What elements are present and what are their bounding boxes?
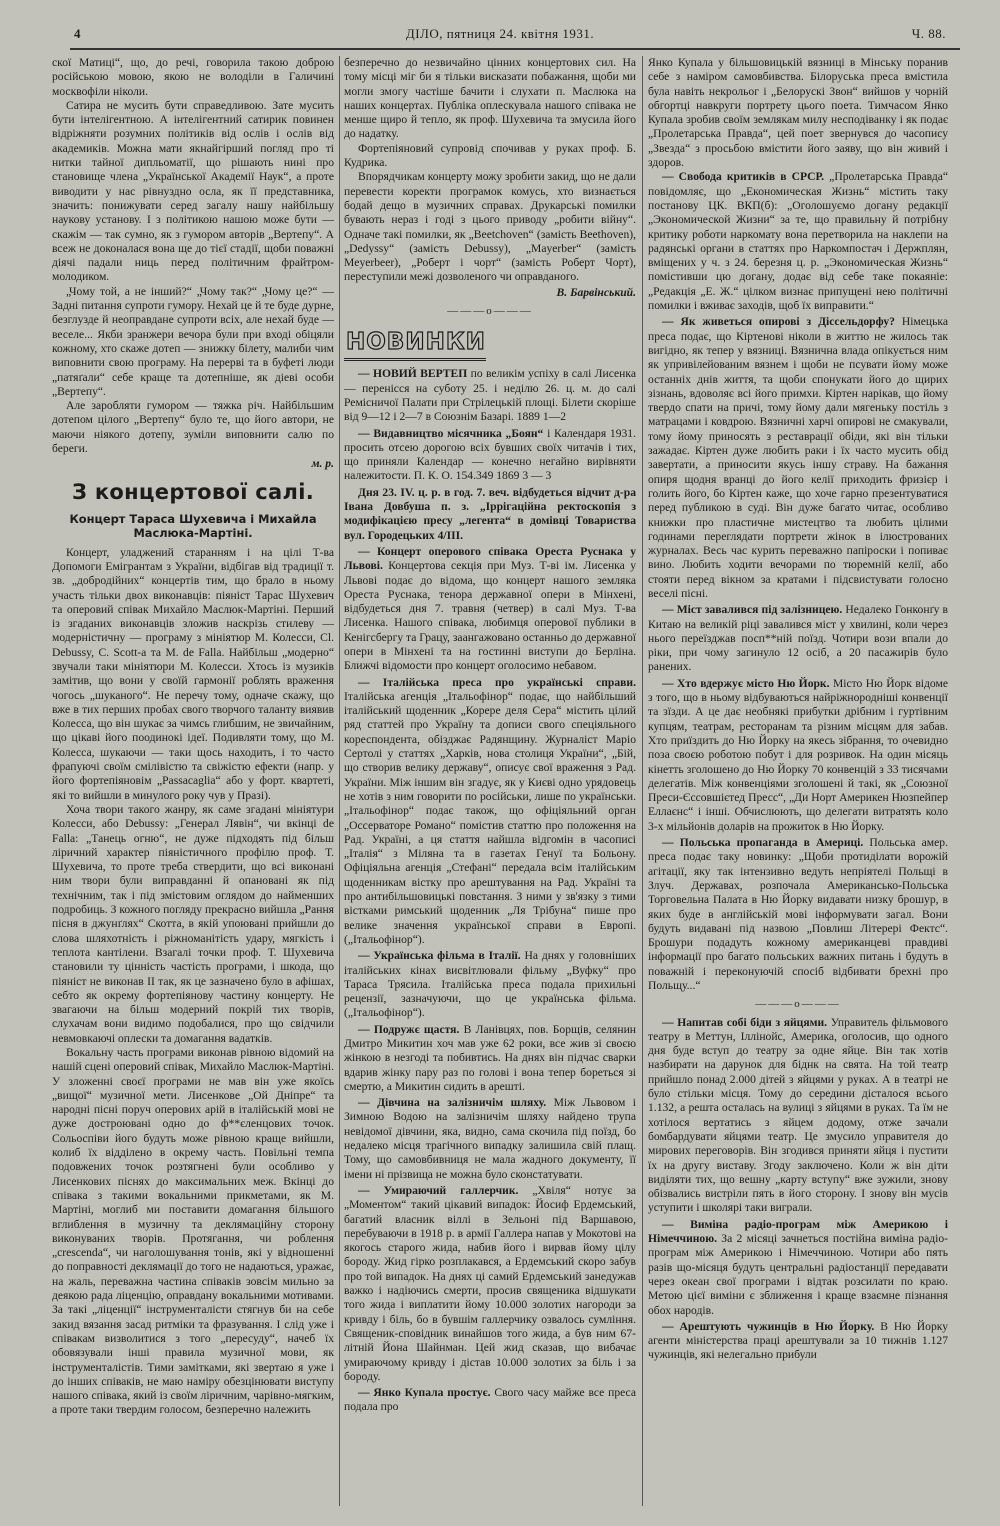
news-item-title: — Хто вдержує місто Ню Йорк. bbox=[662, 676, 830, 690]
article-subheadline: Концерт Тараса Шухевича і Михайла Маслюка-Мартіні. bbox=[69, 511, 317, 540]
news-item-text: Італійська агенція „Італьофінор“ подає, що найбільший італійський щоденник „Корере деля Сера“ містить цілий ряд статтей про Україну та дописи свого спеціяльного кореспондента, обізджає Радянщину. Журналіст Маріо Сертолі у статтях „Харків, нова столиця України“, „Бій, що створив велику державу“, описує свої враження з Рад. України. Між іншим він згадує, як у Києві одно урядовець не хотів з ним говорити по російськи, лише по українськи. „Італьофінор“ подає також, що офіціяльний орган „Оссерваторе Романо“ помістив статтю про положення на Рад. Україні, а ця стаття найшла відгомін в часописі „Італія“ з Міляна та в газетах Генуї та Больону. Офіціяльна агенція „Стефані“ передала всім італійським щоденникам вістку про арештування на Рад. Україні та про антибільшовицькі повстання. З ними у зв'язку з тими вістками римський щоденник „Ля Трібуна“ пише про велике значення української справи в Европі. („Італьофінор“). bbox=[344, 689, 636, 946]
news-item-text: „Хвіля“ нотує за „Моментом“ такий цікавий випадок: Йосиф Ердемський, багатий власник віллі в Зельоні під Варшавою, перебуваючи в 1918 р. в армії Галлера напав у Мокотові на якогось старого жида, набив його і вирвав йому цілу бороду. Жид гірко розплакався, а Ердемський скоро забув про той випадок. На днях ці самий Ердемський занедужав важко і надіючись смерти, просив священика відшукати того жида і виплатити йому 10.000 золотих нагороди за кривду і біль, бо в бувшім галлерчику озвалось сумління. Священик-сповідник винайшов того жида, а був ним 67-літній Йона Шайнман. Цей жид сказав, що вибачає умираючому кривду і дістав 10.000 золотих за біль і за бороду. bbox=[344, 1183, 636, 1383]
separator-ornament: ———o——— bbox=[447, 305, 533, 318]
news-item-text: Німецька преса подає, що Кіртенові ніколи в життю не жилось так вигідно, як тепер у вязниці. Вязнична влада опікується ним як упривілейованим вязнем і щоби не псувати йому може останніх днів життя, та щоби спонукати його до щирих зізнань, вдоволяє всі його примхи. Кіртен нарікав, що йому твердо спати на причі, тому йому дали мягеньку постіль з матрацами і ковдрою. Вязничні харчі опирові не смакували, тому йому приносять з реставрації обіди, які він тільки зажадає. Кіртен дуже любить раки і їх часто мусить обід завертати, а приносити якусь іншу страву. На бажання опиря щодня вранці до його келії приходить фризієр і голить його, бо Кіртен каже, що хоче гарно презентуватися перед публикою в суді. Він дуже багато читає, особливо книжки про пластичне мистецтво та любить цілими годинами переглядати портрети жінок в ілюстрованих журналах. Весь час курить переважно папіроски і попиває вино. Любить ходити вечорами по тюремній келії, або стояти перед вікном за кратами і підсвистувати голосно веселі пісні. bbox=[648, 315, 948, 600]
news-item-title: — Янко Купала простує. bbox=[358, 1386, 491, 1400]
news-item-text: Свого часу майже все преса подала про bbox=[344, 1386, 636, 1414]
news-item-text: „Пролетарська Правда“ повідомляє, що „Економическая Жизнь“ містить таку постанову ЦК. ВКП(б): „Оголошуємо догану редакції „Экономической Жизни“ за те, що правильну й потрібну критику роботи наркомату вона перетворила на наклепи на радянські органи в статтях про Наркомпостач і Держплян, вміщених у ч. з 24. березня ц. р. „Экономическая Жизнь“ помістивши цю догану, додає від себе таке покаяніе: „Редакція „Е. Ж.“ цілком визнає припущені нею політичні помилки і вживає заходів, щоб їх виправити.“ bbox=[648, 170, 948, 313]
issue-number: Ч. 88. bbox=[911, 26, 946, 41]
article-paragraph: „Чому той, а не інший?“ „Чому так?“ „Чому це?“ — Задні питання супроти гумору. Нехай це й те буде дурне, безглузде й неоправдане супроти всіх, але нехай буде — веселе... Якби зранжери вечора були при вході обіцяли кожному, хто скаже дотеп — знижку білету, малиби чим виповнити свою програму. На перерві та в буфеті люди „патяґали“ себе краще та дотепніше, як діеві особи „Вертепу“. bbox=[52, 284, 334, 398]
column-3 bbox=[648, 56, 948, 1506]
news-item-text: Концертова секція при Муз. Т-ві ім. Лисенка у Львові подає до відома, що концерт нашого земляка Ореста Руснака, тенора державної опери в Мінхені, відбудеться дня 7. травня (четвер) в салі Муз. Т-ва Лисенка. Нашого співака, любимця оперової публики в Кенігсбергу та Грацу, заангажовано останньо до державної опери в Мінхені та на гостинні виступи до Берліна. Ближчі відомости про концерт оголосимо небавом. bbox=[344, 559, 636, 673]
news-item-title: — Свобода критиків в СРСР. bbox=[662, 170, 825, 184]
article-paragraph: Хоча твори такого жанру, як саме згадані мініятури Колесси, або Debussy: „Генерал Лявін“, чи вкінці de Falla: „Танець огню“, не дуже підходять під більш ліричний характер піяністичного профілю проф. Т. Шухевича, то проте треба ствердити, що всі виконані ним твори були виправданні й опановані як під технічним, так і під змістовим оглядом до найменших подробиць. З кожного погляду прекрасно вийшла „Рання пісня в джунґлях“ Скотта, в якій упоювані прийшли до слова шляхотність і ріжноманітість удару, мягкість і теплота кантілени. Взагалі точки проф. Т. Шухевича становили ту цінність частість програми, і шкода, що піяніст не виконав II так, як це зазначено було в афішах, себто як окрему фортепіянову частину концерту. Не звагаючи на більш модерний покрій тих творів, слухачам вони видимо подобалися, про що свідчили невмовкаючі оплески та домагання вадатків. bbox=[52, 802, 334, 1045]
news-item-title: — Польська пропаганда в Америці. bbox=[662, 836, 864, 850]
news-section-title: НОВИНКИ bbox=[344, 328, 486, 361]
news-item-announcement: Дня 23. IV. ц. р. в год. 7. веч. відбудеться відчит д-ра Івана Довбуша п. з. „Іррігаційна ректоскопія з модифікацією пресу „легента“ в домівці Товариства вул. Городецьких 4/III. bbox=[344, 485, 636, 542]
column-divider bbox=[339, 56, 340, 1506]
article-paragraph: Вокальну часть програми виконав рівною відомий на нашій сцені оперовий співак, Михайло Маслюк-Мартіні. У зложенні своєї програми не мав він уже якоїсь „вищої“ музичної мети. Лисенкове „Ой Дніпре“ та народні пісні поруч оперових арій в італійській мові не дуже достроювані одно до ф**єленцових точок. Сольоспіви його будуть може рівною краще вийшли, колиб їх відділено в окрему часть. Повільні темпа подовжених точок розтягнені були особливо у Лисенкових піснях до максимальних меж. Вкінці до співака з такими вокальними прикметами, як М. Мартіні, моглиб ми поставити домагання більшого вглиблення в музичну та деклямаційну сторону виконуваних творів. Протягання, чи роблення „crescenda“, чи наголошування тонів, які у відношенні до поправності деклямації до того не надаються, уражає, на жаль, переважна частина співаків зовсім мильно за деякою рада ліценцію, оправдану вокальними мотивами. За такі „ліценції“ інструменталісти стягнув би на себе закид вязання засад ритміки та фразування. І слід уже і співакам визволитися з того „пересуду“, начеб їх обовязували інші правила музичної мови, як інструменталістів. Тими замітками, які звертаю я уже і до інших співаків, не маю наміру обезцінювати виступу нашого співака, який із своїм ліричним, чарівно-мягким, а проте таки твердим голосом, безперечно належить bbox=[52, 1046, 334, 1417]
news-item-title: — Італійська преса про українські справи. bbox=[358, 675, 636, 689]
news-item-text: Недалеко Гонконґу в Китаю на великій ріці завалився міст у хвилині, коли через нього переїзджав посп**ній поїзд. Чотири вози впали до ріки, при чому загинуло 12 осіб, а 20 пасажирів було ранених. bbox=[648, 603, 948, 674]
article-paragraph: безперечно до незвичайно цінних концертових сил. На тому місці міг би я тільки висказати побажання, щоби ми могли змогу частіше бачити і слухати п. Маслюка на наших концертах. Публіка оплескувала нашого співака не менше щиро й тепло, як проф. Шухевича та змусила його до надатку. bbox=[344, 56, 636, 141]
article-paragraph: скої Матиці“, що, до речі, говорила такою доброю російською мовою, якою не володіли в Галичині москвофіли ніколи. bbox=[52, 56, 334, 98]
news-item-text: Польська амер. преса подає таку новинку: „Щоби протиділати ворожій агітації, яку так інтензивно ведуть непріятелі Польщі в Злуч. Державах, розпочала Американсько-Польська Торговельна Палата в Ню Йорку видавати низку брошур, в яких буде в англійській мові інформувати загал. Вони будуть видавані під назвою „Повлиш Літерері Фектс“. Брошури подадуть кожному американцеві правдиві інформації про багато польських важних питань і будуть в поважній і переконуючій спосіб відбивати брехні про Польщу...“ bbox=[648, 836, 948, 992]
news-item-title: — Міст завалився під залізницею. bbox=[662, 603, 843, 617]
news-item-text: В Ланівцях, пов. Борщів, селянин Дмитро Микитин хоч мав уже 62 роки, все жив зі своєю жінкою в незгоді та побивтись. На днях він підчас сварки вдарив жінку пару раз по голові і вона тепер бореться зі смертю, а Микитин сидить в арешті. bbox=[344, 1022, 636, 1093]
page-number: 4 bbox=[74, 26, 81, 41]
news-item-text: і Календаря 1931. просить отсею дорогою всіх бувших своїх читачів і тих, що приняли Календар — конечно негайно вирівняти належитости. П. К. О. 154.349 1869 3 — 3 bbox=[344, 426, 636, 483]
news-item-title: — Видавництво місячника „Боян“ bbox=[358, 426, 544, 440]
article-paragraph: Впорядчикам концерту можу зробити закид, що не дали перевести коректи програмок комусь, хто визнається бодай дещо в музичних справах. Друкарські помилки бувають нераз і годі з цього приводу „робити війну“. Одначе такі помилки, як „Beetchoven“ (замість Beethoven), „Dedyssy“ (замість Debussy), „Mayerber“ (замість Meyerbeer), „Роберт і чорт“ (замість Роберт Чорт), переступили межі дозволеного чи оправданого. bbox=[344, 170, 636, 284]
news-item-text: На днях у головніших італійських кінах висвітлювали фільму „Вуфку“ про Тараса Трясила. Італійська преса подала прихильні рецензії, зазначуючи, що це українська фільма. („Італьофінор“). bbox=[344, 949, 636, 1020]
news-item-title: — Напитав собі біди з яйцями. bbox=[662, 1015, 828, 1029]
section-headline: З концертової салі. bbox=[72, 479, 314, 504]
author-signature: м. р. bbox=[311, 457, 334, 471]
article-paragraph: Сатира не мусить бути справедливою. Зате мусить бути інтелігентною. А інтелігентний сатирик повинен відріжняти розумних політиків від ослів і ослів від академиків. Можна мати якнайгірший погляд про ті нитки тайної дипльоматії, що рішають нині про становище члена „Української Академії Наук“, а проте виводити у нас рівнуздно осла, як її представника, значить: понижувати серед загалу нашу найбільшу наукову установу. І з політикою нашою може бути — скажім — так сумно, як з гумором авторів „Вертепу“. А всеж не доконалася вона ще до тієї стадії, щоби поважні діячі падали ниць перед політичним фрайтром-молодиком. bbox=[52, 98, 334, 284]
news-item-title: — НОВИЙ ВЕРТЕП bbox=[358, 367, 468, 381]
article-paragraph: Янко Купала у більшовицькій вязниці в Мінську поранив себе з наміром самовбивства. Білоруська преса вмістила була навіть некрольог і „Белорускі Звон“ вийшов у чорній обгортці навкруги портрету цього поета. Тимчасом Янко Купала зробив своїм землякам милу несподіванку і як подає „Пролетарська Правда“, цей поет звернувся до часопису „Звезда“ з просьбою вмістити його заяву, що він живий і здоров. bbox=[648, 56, 948, 170]
header-rule bbox=[70, 48, 960, 50]
news-item-title: — Концерт оперового співака Ореста Руснака у Львові. bbox=[344, 544, 636, 573]
news-item-text: Місто Ню Йорк відоме з того, що в ньому відбуваються найріжнородніші конвенції та зїзди. А це дає необнякі прибутки дрібним і гуртівним купцям, театрам, ресторанам та різним місцям для забав. Хто приїздить до Ню Йорку на якесь зібрання, то очевидно поза своєю роботою побут і для розривок. На один місяць кінетть зголошено до Ню Йорку 70 конвенцій з 33 тисячами делегатів. Між конвенціями зголошені й такі, як „Союзної Преси-Єссовшієтед Пресс“, „Ди Норт Америкен Нюзпейпер Еллаєнс“ і інші. Обчислюють, що делегати витратять коло 3-х мільйонів доларів на прожиток в Ню Йорку. bbox=[648, 676, 948, 833]
news-item-text: Між Львовом і Зимною Водою на залізничім шляху найдено трупа невідомої дівчини, яка, видно, сама скочила під поїзд, бо недалеко місця трагічного випадку залишила свій плащ. Тому, що самовбивниця не мала жадного документу, її імени ні прізвища не можна було сконстатувати. bbox=[344, 1096, 636, 1181]
news-item-title: — Умираючий галлерчик. bbox=[358, 1183, 519, 1197]
news-item-title: — Подружє щастя. bbox=[358, 1022, 460, 1036]
masthead-date: ДІЛО, пятниця 24. квітня 1931. bbox=[405, 26, 595, 41]
column-1 bbox=[52, 56, 334, 1506]
news-item-title: — Українська фільма в Італії. bbox=[358, 949, 521, 963]
column-divider bbox=[642, 56, 643, 1506]
author-signature: В. Барвінський. bbox=[556, 285, 636, 299]
column-2 bbox=[344, 56, 636, 1506]
news-item-title: — Арештують чужинців в Ню Йорку. bbox=[662, 1319, 875, 1333]
article-paragraph: Фортепіяновий супровід спочивав у руках проф. Б. Кудрика. bbox=[344, 141, 636, 170]
page-header bbox=[40, 24, 960, 46]
news-item-title: — Як живеться опирові з Діссельдорфу? bbox=[662, 315, 895, 329]
news-item-text: За 2 місяці зачнеться постійна виміна радіо-програм між Америкою і Німеччиною. Чотири або пять разів що-місяця будуть центральні радіостанції передавати через океан свої програми і відтак розсилати по краю. Метою цієї виміни є зближення і краще взаємне пізнання обох народів. bbox=[648, 1232, 948, 1317]
news-item-text: по великім успіху в салі Лисенка — перенісся на суботу 25. і неділю 26. ц. м. до салі Ремісничої Палати при Стрілецькій площі. Білети скоріше від 9—12 і 2—7 в Союзнім Базарі. 1889 1—2 bbox=[344, 367, 636, 424]
article-paragraph: Але заробляти гумором — тяжка річ. Найбільшим дотепом цілого „Вертепу“ було те, що його автори, не маючи ніякого дотепу, зуміли виповнити салю по береги. bbox=[52, 399, 334, 456]
news-item-title: — Виміна радіо-програм між Америкою і Німеччиною. bbox=[648, 1217, 948, 1246]
news-item-text: В Ню Йорку агенти міністерства праці арештували за 10 тижнів 1.127 чужинців, які нелегально прибули bbox=[648, 1319, 948, 1362]
news-item-text: Управитель фільмового театру в Меттун, Іллінойс, Америка, оголосив, що одного дня буде вступ до театру за одне яйце. Він так хотів назбирати на дарунок для біднк на свята. На той театр прийшло понад 2.000 дітей з яйцями у руках. А в театрі не було стільки місця. Тому до середини дісталося всього 1.132, а решта осталась на вулиці з яйцями в руках. Та їм не хотілося вертатись з яйцем додому, отже зачали бомбардувати яйцями театр. Це змусило управителя до мирових переговорів. Він згодився приняти яйця і пустити їх на другу виставу. Згоду заключено. Коли ж він діти виділяти тих, що вешну „карту вступу“ вже зужили, знову обізвались вистріли пять в його сторону. І знову він мусів уступити і школярі таки виграли. bbox=[648, 1015, 948, 1215]
news-item-title: — Дівчина на залізничім шляху. bbox=[358, 1096, 547, 1110]
article-paragraph: Концерт, уладжений старанням і на цілі Т-ва Допомоги Емігрантам з України, відбігав від традиції т. зв. „добродійних“ концертів тим, що брало в ньому участь тільки двох виконавців: піяніст Тарас Шухевич та оперовий співак Михайло Маслюк-Мартіні. Перший із згаданих виконавців зложив наскрізь стилеву — модерністичну — програму з мініятюр М. Колесси, Cl. Debussy, C. Scott-а та M. de Falla. Найбільш „модерно“ звучали таки мініятюри М. Колесси. Хтось із музиків замітив, що вони у своїй гармонії роблять враження чогось „шуканого“. Не перечу тому, одначе скажу, що вже в тих перших пробах свого творчого таланту виявив Колесса, що він шукає за чимсь глибшим, не звичайним, що цікаві його поодинокі ідеї. Подивляти тому, що М. Колесса, шукаючи — таки щось находить, і то часто фрапуючі своїм смілівістю та свіжістю ефекти (напр. у його фортепіяновім „Passacaglia“ або у форт. квартеті, які то вийшли в минулого року чув у Празі). bbox=[52, 545, 334, 802]
separator-ornament: ———o——— bbox=[755, 998, 841, 1011]
